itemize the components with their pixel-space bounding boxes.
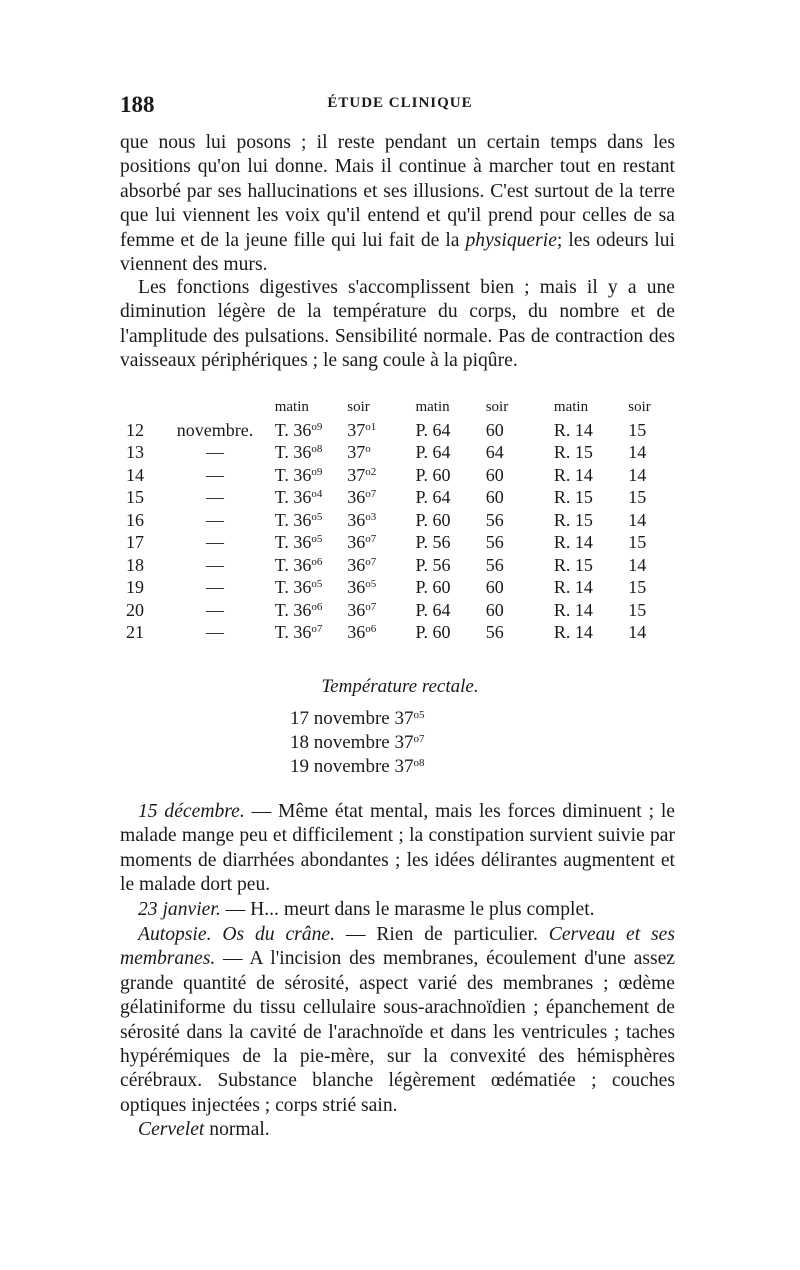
section-label: Cerveau et ses membranes. [120, 924, 675, 970]
table-row [120, 464, 680, 487]
cell-value: novembre. [176, 419, 254, 440]
temp-evening-cell [347, 464, 415, 487]
cell-value: 37 [347, 419, 366, 440]
degree-decimal: o5 [365, 578, 377, 590]
rectal-value: novembre [313, 708, 390, 729]
temp-morning-cell [267, 464, 348, 487]
table-row [120, 554, 680, 577]
cell-value: 64 [432, 487, 451, 507]
rectal-value: novembre [313, 756, 390, 777]
cell-value: 13 [126, 442, 144, 462]
cell-value: 60 [485, 599, 504, 620]
cell-value: T. [274, 464, 289, 485]
pulse-evening-cell [486, 576, 554, 599]
degree-decimal: o9 [311, 420, 323, 433]
degree-decimal: o7 [311, 623, 323, 635]
table-row [120, 621, 680, 644]
cell-value: 15 [628, 532, 647, 552]
table-row [120, 599, 680, 622]
degree-decimal: o5 [311, 510, 323, 523]
cell-value: 56 [485, 532, 504, 552]
cell-value: 14 [574, 464, 593, 485]
month-cell [163, 576, 266, 599]
pulse-morning-cell [415, 419, 485, 442]
rectal-value: 37 [394, 756, 414, 777]
cell-value: 64 [432, 419, 451, 440]
pulse-morning-cell [415, 554, 485, 577]
temp-evening-cell [347, 509, 415, 532]
italic-term: physiquerie [465, 229, 557, 251]
month-cell [163, 554, 266, 577]
table-row [120, 531, 680, 554]
temp-morning-cell [267, 419, 348, 442]
cell-value: 15 [126, 487, 144, 507]
paragraph-text: — H... meurt dans le marasme le plus complet. [220, 899, 595, 920]
paragraph-text: Les fonctions digestives s'accomplissent bien ; mais il y a une diminution légère de la température du corps, du nombre et de l'amplitude des pulsations. Sensibilité normale. Pas de contraction des vaisseaux périphériques ; le sang coule à la piqûre. [120, 277, 675, 372]
cell-value: 36 [347, 509, 366, 530]
cell-value: 14 [126, 464, 144, 485]
degree-decimal: o8 [311, 443, 323, 455]
month-cell [163, 464, 266, 487]
cell-value: 36 [347, 622, 366, 642]
degree-decimal: o6 [311, 555, 323, 568]
day-cell [120, 509, 163, 532]
resp-evening-cell [628, 464, 680, 487]
temp-morning-cell [267, 531, 348, 554]
temp-evening-cell [347, 441, 415, 464]
pulse-morning-cell [415, 599, 485, 622]
cell-value: 36 [293, 577, 312, 597]
temp-morning-cell [267, 621, 348, 644]
rectal-value: 37 [394, 732, 414, 753]
cell-value: P. [415, 577, 428, 597]
cell-value: P. [415, 487, 428, 507]
month-cell [163, 509, 266, 532]
temp-evening-cell [347, 576, 415, 599]
cell-value: 36 [347, 554, 366, 575]
month-cell [163, 441, 266, 464]
pulse-morning-cell [415, 621, 485, 644]
cell-value: 60 [432, 622, 451, 642]
date-label: 23 janvier. [138, 899, 221, 920]
table-row [120, 576, 680, 599]
resp-morning-cell [554, 441, 628, 464]
cell-value: 14 [574, 532, 593, 552]
resp-evening-cell [628, 486, 680, 509]
cell-value: P. [415, 464, 428, 485]
header-resp-evening: soir [628, 399, 651, 415]
cell-value: 56 [485, 622, 504, 642]
cell-value: T. [274, 487, 289, 507]
paragraph-autopsy [120, 923, 675, 1143]
cell-value: 15 [574, 487, 593, 507]
temp-morning-cell [267, 599, 348, 622]
cell-value: 36 [293, 419, 312, 440]
cell-value: P. [415, 532, 428, 552]
vitals-header-row [120, 396, 680, 419]
cell-value: 36 [293, 622, 312, 642]
cell-value: T. [274, 532, 289, 552]
resp-evening-cell [628, 441, 680, 464]
pulse-evening-cell [486, 599, 554, 622]
table-row [120, 509, 680, 532]
cell-value: 14 [628, 622, 647, 642]
day-cell [120, 576, 163, 599]
cell-value: 37 [347, 442, 366, 462]
cell-value: 17 [126, 532, 144, 552]
temp-morning-cell [267, 486, 348, 509]
cell-value: 64 [432, 442, 451, 462]
cell-value: 60 [432, 577, 451, 597]
cell-value: 36 [347, 532, 366, 552]
cell-value: P. [415, 419, 428, 440]
degree-decimal: o6 [311, 600, 323, 613]
temp-morning-cell [267, 509, 348, 532]
degree-decimal: o [365, 443, 371, 455]
month-cell [163, 621, 266, 644]
section-label: Cervelet [138, 1119, 205, 1141]
resp-morning-cell [554, 576, 628, 599]
temp-evening-cell [347, 621, 415, 644]
paragraph-digestive [120, 276, 675, 374]
cell-value: 60 [485, 487, 504, 507]
day-cell [120, 486, 163, 509]
cell-value: — [206, 622, 225, 642]
degree-decimal: o2 [365, 465, 377, 478]
day-cell [120, 531, 163, 554]
degree-decimal: o5 [311, 578, 323, 590]
cell-value: 18 [126, 554, 144, 575]
cell-value: 64 [485, 442, 504, 462]
resp-evening-cell [628, 576, 680, 599]
pulse-morning-cell [415, 441, 485, 464]
cell-value: 37 [347, 464, 366, 485]
degree-decimal: o5 [413, 709, 425, 721]
cell-value: T. [274, 419, 289, 440]
temp-evening-cell [347, 419, 415, 442]
degree-decimal: o9 [311, 465, 323, 478]
cell-value: 14 [628, 442, 647, 462]
pulse-evening-cell [486, 531, 554, 554]
degree-decimal: o7 [365, 600, 377, 613]
cell-value: 21 [126, 622, 144, 642]
cell-value: 15 [574, 554, 593, 575]
cell-value: 60 [432, 509, 451, 530]
cell-value: — [206, 599, 225, 620]
cell-value: — [206, 464, 225, 485]
cell-value: T. [274, 509, 289, 530]
cell-value: P. [415, 442, 428, 462]
paragraph-text: — Rien de particulier. [334, 924, 549, 945]
resp-evening-cell [628, 599, 680, 622]
cell-value: 15 [574, 509, 593, 530]
degree-decimal: o7 [413, 733, 425, 745]
temp-evening-cell [347, 554, 415, 577]
cell-value: 60 [432, 464, 451, 485]
cell-value: 14 [574, 622, 593, 642]
pulse-morning-cell [415, 509, 485, 532]
month-cell [163, 531, 266, 554]
cell-value: P. [415, 509, 428, 530]
paragraph-text: normal. [204, 1119, 270, 1141]
cell-value: 64 [432, 599, 451, 620]
day-cell [120, 441, 163, 464]
resp-morning-cell [554, 419, 628, 442]
cell-value: 15 [628, 599, 647, 620]
cell-value: R. [553, 532, 571, 552]
rectal-value: 17 [290, 708, 309, 729]
pulse-evening-cell [486, 554, 554, 577]
cell-value: 14 [628, 554, 647, 575]
cell-value: T. [274, 554, 289, 575]
temp-evening-cell [347, 531, 415, 554]
resp-evening-cell [628, 554, 680, 577]
cell-value: — [206, 577, 225, 597]
pulse-evening-cell [486, 441, 554, 464]
paragraph-text: que nous lui posons ; il reste pendant un certain temps dans les positions qu'on lui donne. Mais il continue à marcher tout en restant absorbé par ses hallucinations et ses illusions. C'est surtout de la terre que lui viennent les voix qu'il entend et qu'il prend pour celles de sa femme et de la jeune fille qui lui fait de la [120, 132, 675, 251]
degree-decimal: o7 [365, 533, 377, 545]
month-cell [163, 419, 266, 442]
cell-value: 36 [293, 554, 312, 575]
cell-value: — [206, 442, 225, 462]
cell-value: P. [415, 554, 428, 575]
cell-value: 14 [628, 509, 647, 530]
cell-value: R. [553, 442, 571, 462]
month-cell [163, 599, 266, 622]
cell-value: 36 [293, 442, 312, 462]
cell-value: — [206, 509, 225, 530]
table-row [120, 486, 680, 509]
resp-evening-cell [628, 531, 680, 554]
cell-value: 15 [574, 442, 593, 462]
cell-value: R. [553, 419, 571, 440]
paragraph-january [120, 898, 675, 922]
cell-value: R. [553, 577, 571, 597]
rectal-value: 19 [290, 756, 309, 777]
resp-morning-cell [554, 464, 628, 487]
temp-morning-cell [267, 441, 348, 464]
section-label: Autopsie. Os du crâne. [138, 924, 335, 945]
header-pulse-morning: matin [415, 399, 450, 415]
day-cell [120, 599, 163, 622]
pulse-evening-cell [486, 486, 554, 509]
cell-value: T. [274, 599, 289, 620]
day-cell [120, 621, 163, 644]
header-resp-morning: matin [553, 399, 589, 415]
vitals-table [120, 396, 680, 644]
degree-decimal: o7 [365, 488, 377, 500]
date-label: 15 décembre. [138, 801, 245, 822]
cell-value: 14 [628, 464, 647, 485]
paragraph-text: — A l'incision des membranes, écoulement d'une assez grande quantité de sérosité, aspect varié des membranes ; œdème gélatiniforme du tissu cellulaire sous-arachnoïdien ; épanchement de sérosité dans la cavité de l'arachnoïde et dans les ventricules ; taches hypérémiques de la pie-mère, sur la convexité des hémisphères cérébraux. Substance blanche légèrement œdématiée ; couches optiques injectées ; corps strié sain. [120, 948, 675, 1116]
resp-morning-cell [554, 621, 628, 644]
degree-decimal: o1 [365, 420, 377, 433]
degree-decimal: o3 [365, 510, 377, 523]
cell-value: 36 [347, 577, 366, 597]
paragraph-hallucinations [120, 131, 675, 277]
pulse-morning-cell [415, 486, 485, 509]
temp-evening-cell [347, 599, 415, 622]
rectal-caption: Température rectale. [321, 676, 479, 697]
cell-value: 60 [485, 419, 504, 440]
cell-value: 36 [293, 532, 312, 552]
rectal-row [290, 755, 550, 779]
cell-value: P. [415, 599, 428, 620]
cell-value: 36 [293, 464, 312, 485]
cell-value: — [206, 487, 225, 507]
pulse-morning-cell [415, 464, 485, 487]
cell-value: 36 [293, 599, 312, 620]
paragraph-text: ; les odeurs lui viennent des murs. [120, 229, 675, 276]
cell-value: 56 [485, 509, 504, 530]
cell-value: 56 [432, 532, 451, 552]
resp-morning-cell [554, 509, 628, 532]
day-cell [120, 419, 163, 442]
cell-value: 19 [126, 577, 144, 597]
page-number: 188 [120, 92, 155, 117]
header-temp-morning: matin [274, 399, 309, 415]
rectal-value: novembre [313, 732, 390, 753]
resp-morning-cell [554, 599, 628, 622]
cell-value: 14 [574, 577, 593, 597]
resp-morning-cell [554, 486, 628, 509]
rectal-value: 37 [394, 708, 414, 729]
running-title: ÉTUDE CLINIQUE [327, 95, 473, 111]
resp-evening-cell [628, 509, 680, 532]
table-row [120, 441, 680, 464]
cell-value: T. [274, 577, 289, 597]
cell-value: — [206, 532, 225, 552]
pulse-evening-cell [486, 509, 554, 532]
cell-value: R. [553, 509, 571, 530]
pulse-morning-cell [415, 531, 485, 554]
month-cell [163, 486, 266, 509]
pulse-evening-cell [486, 419, 554, 442]
table-row [120, 419, 680, 442]
cell-value: 14 [574, 419, 593, 440]
cell-value: T. [274, 442, 289, 462]
cell-value: R. [553, 487, 571, 507]
degree-decimal: o5 [311, 533, 323, 545]
degree-decimal: o8 [413, 757, 425, 769]
cell-value: 36 [293, 509, 312, 530]
paragraph-text: — Même état mental, mais les forces diminuent ; le malade mange peu et difficilement ; la constipation survient suivie par moments de diarrhées abondantes ; les idées délirantes augmentent et le malade dort peu. [120, 801, 675, 896]
cell-value: 20 [126, 599, 144, 620]
rectal-row [290, 731, 550, 755]
cell-value: R. [553, 622, 571, 642]
resp-morning-cell [554, 531, 628, 554]
cell-value: 16 [126, 509, 144, 530]
temp-morning-cell [267, 554, 348, 577]
day-cell [120, 554, 163, 577]
degree-decimal: o4 [311, 488, 323, 500]
cell-value: 15 [628, 419, 647, 440]
cell-value: 12 [126, 419, 144, 440]
cell-value: 14 [574, 599, 593, 620]
cell-value: 60 [485, 577, 504, 597]
paragraph-december [120, 800, 675, 898]
pulse-evening-cell [486, 621, 554, 644]
pulse-evening-cell [486, 464, 554, 487]
rectal-value: 18 [290, 732, 309, 753]
cell-value: R. [553, 599, 571, 620]
page-header [120, 92, 680, 122]
cell-value: T. [274, 622, 289, 642]
degree-decimal: o7 [365, 555, 377, 568]
temp-morning-cell [267, 576, 348, 599]
cell-value: R. [553, 464, 571, 485]
rectal-temperature-list [290, 707, 550, 779]
cell-value: 36 [293, 487, 312, 507]
cell-value: 15 [628, 577, 647, 597]
header-pulse-evening: soir [485, 399, 509, 415]
rectal-row [290, 707, 550, 731]
pulse-morning-cell [415, 576, 485, 599]
cell-value: — [206, 554, 225, 575]
cell-value: 60 [485, 464, 504, 485]
resp-evening-cell [628, 621, 680, 644]
cell-value: 56 [432, 554, 451, 575]
cell-value: P. [415, 622, 428, 642]
resp-morning-cell [554, 554, 628, 577]
vitals-body [120, 419, 680, 644]
cell-value: 36 [347, 487, 366, 507]
cell-value: 15 [628, 487, 647, 507]
degree-decimal: o6 [365, 623, 377, 635]
header-temp-evening: soir [347, 399, 370, 415]
cell-value: 56 [485, 554, 504, 575]
resp-evening-cell [628, 419, 680, 442]
day-cell [120, 464, 163, 487]
temp-evening-cell [347, 486, 415, 509]
cell-value: 36 [347, 599, 366, 620]
cell-value: R. [553, 554, 571, 575]
